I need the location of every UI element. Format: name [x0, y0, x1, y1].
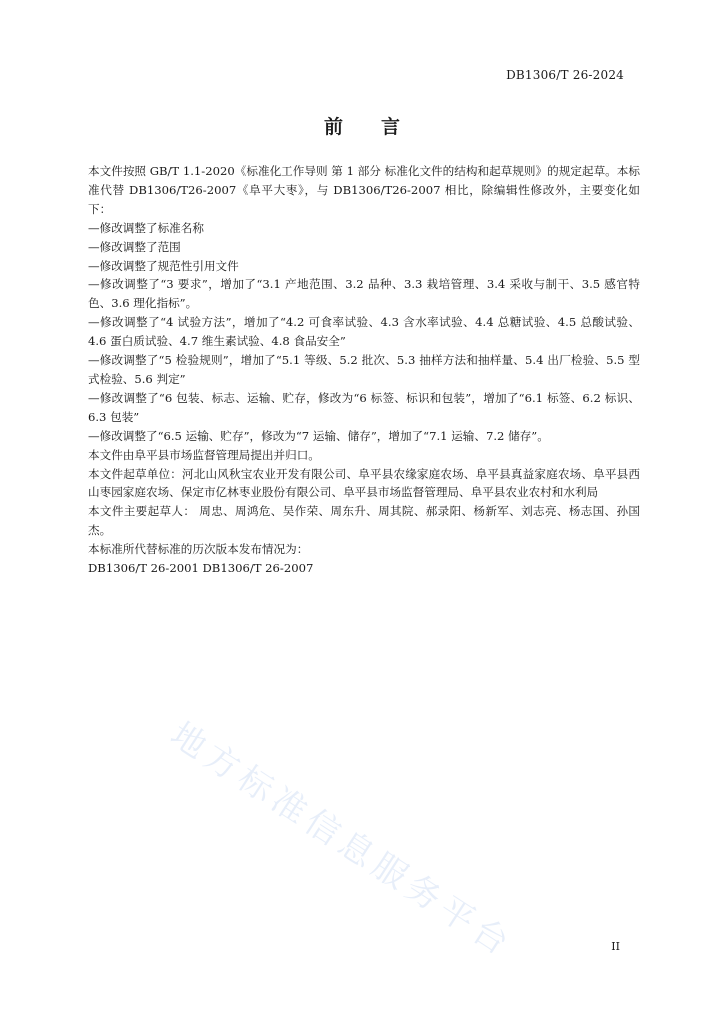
change-item-test-methods: —修改调整了“4 试验方法”，增加了“4.2 可食率试验、4.3 含水率试验、4.4 总糖试验、4.5 总酸试验、4.6 蛋白质试验、4.7 维生素试验、4.8 食品安全” [88, 315, 640, 349]
change-item-name: —修改调整了标准名称 [88, 220, 204, 235]
page-number: II [611, 940, 620, 953]
drafting-units-paragraph: 本文件起草单位：河北山风秋宝农业开发有限公司、阜平县农缘家庭农场、阜平县真益家庭农场、阜平县西山枣园家庭农场、保定市亿林枣业股份有限公司、阜平县市场监督管理局、阜平县农业农村和水利局 [88, 466, 640, 500]
change-item-transport: —修改调整了“6.5 运输、贮存”，修改为“7 运输、储存”，增加了“7.1 运输、7.2 储存”。 [88, 428, 549, 443]
history-heading: 本标准所代替标准的历次版本发布情况为： [88, 542, 309, 557]
change-item-scope: —修改调整了范围 [88, 239, 181, 254]
intro-paragraph: 本文件按照 GB/T 1.1-2020《标准化工作导则 第 1 部分 标准化文件的结构和起草规则》的规定起草。本标准代替 DB1306/T26-2007《阜平大枣》，与 DB1306/T26-2007 相比，除编辑性修改外，主要变化如下： [88, 164, 640, 216]
document-code: DB1306/T 26-2024 [506, 68, 624, 82]
change-item-references: —修改调整了规范性引用文件 [88, 258, 239, 273]
change-item-requirements: —修改调整了“3 要求”，增加了“3.1 产地范围、3.2 品种、3.3 栽培管理、3.4 采收与制干、3.5 感官特色、3.6 理化指标”。 [88, 277, 640, 311]
foreword-body [88, 162, 640, 578]
proposer-paragraph: 本文件由阜平县市场监督管理局提出并归口。 [88, 447, 320, 462]
drafters-paragraph: 本文件主要起草人： 周忠、周鸿危、吴作荣、周东升、周其院、郝录阳、杨新军、刘志亮、杨志国、孙国杰。 [88, 504, 640, 538]
change-item-packaging: —修改调整了“6 包装、标志、运输、贮存，修改为“6 标签、标识和包装”，增加了“6.1 标签、6.2 标识、6.3 包装” [88, 390, 640, 424]
history-versions: DB1306/T 26-2001 DB1306/T 26-2007 [88, 561, 314, 576]
page-title: 前言 [323, 116, 438, 138]
watermark: 地方标准信息服务平台 [163, 714, 521, 967]
change-item-inspection-rules: —修改调整了“5 检验规则”，增加了“5.1 等级、5.2 批次、5.3 抽样方法和抽样量、5.4 出厂检验、5.5 型式检验、5.6 判定” [88, 353, 640, 386]
